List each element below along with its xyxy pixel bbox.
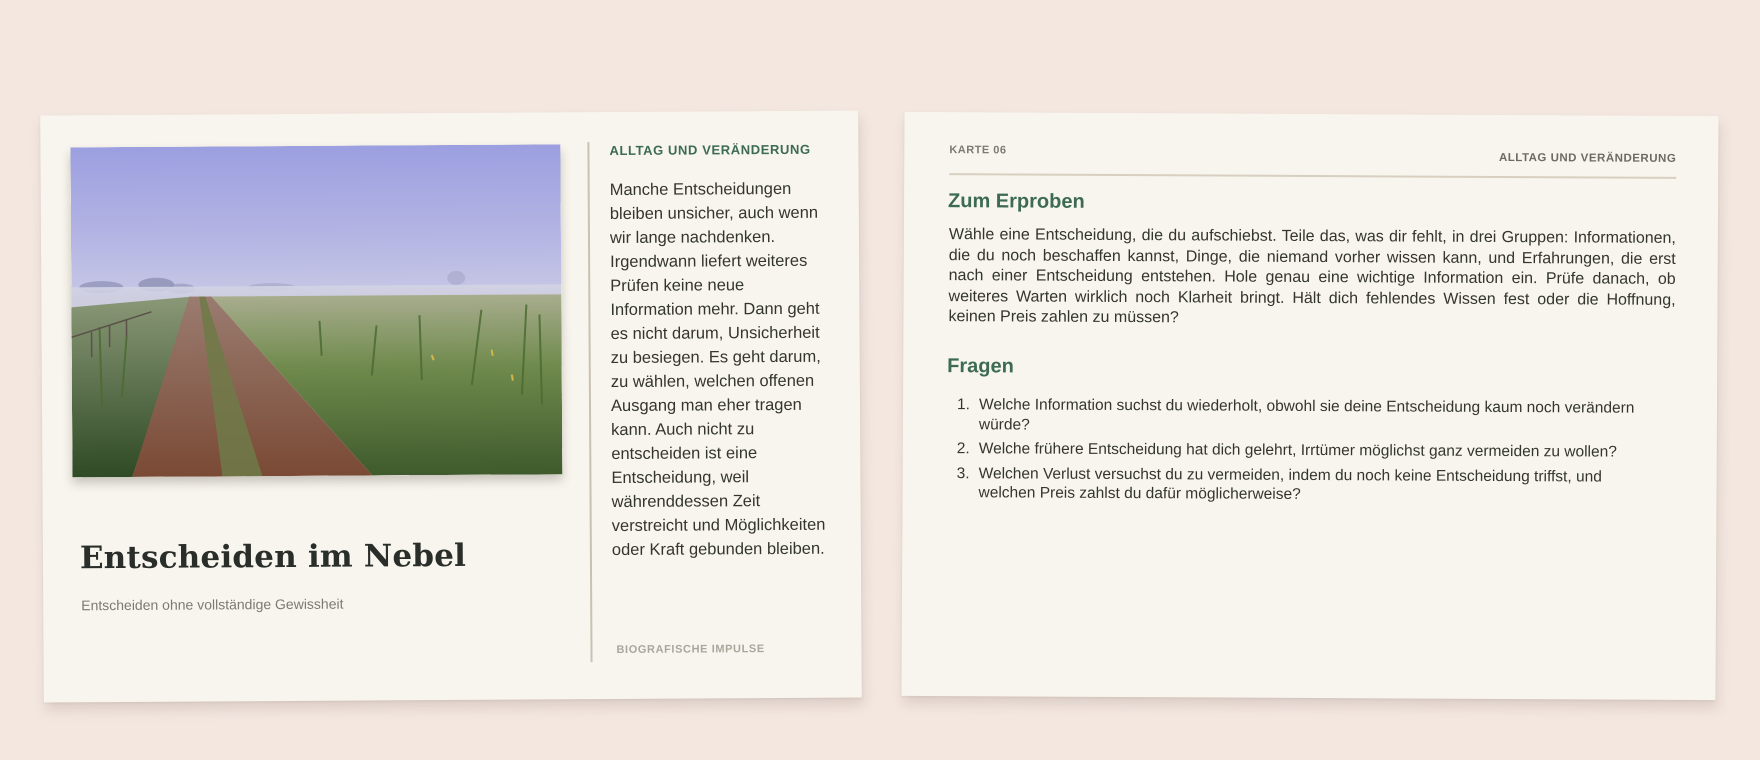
question-text: Welche frühere Entscheidung hat dich gelehrt, Irrtümer möglichst ganz vermeiden zu wollen?: [978, 440, 1617, 461]
category-label: ALLTAG UND VERÄNDERUNG: [609, 141, 811, 159]
list-item: [948, 395, 1663, 438]
list-item: [947, 464, 1662, 507]
back-card: [901, 112, 1718, 700]
series-footer: BIOGRAFISCHE IMPULSE: [616, 643, 765, 656]
card-body-text: Manche Entscheidungen bleiben unsicher, auch wenn wir lange nachdenken. Irgendwann liefert weiteres Prüfen keine neue Information mehr. Dann geht es nicht darum, Unsicherheit zu besiegen. Es geht darum, zu wählen, welchen offenen Ausgang man eher tragen kann. Auch nicht zu entscheiden ist eine Entscheidung, weil währenddessen Zeit verstreicht und Möglichkeiten oder Kraft gebunden bleiben.: [609, 179, 826, 560]
front-card: [40, 111, 862, 703]
try-text: Wähle eine Entscheidung, die du aufschiebst. Teile das, was dir fehlt, in drei Gruppen: Informationen, die du noch beschaffen kannst, Dinge, die niemand vorher wissen kann, und Erfahrungen, die erst nach einer Entscheidung entstehen. Hole genau eine wichtige Information ein. Prüfe danach, ob weiteres Warten wirklich noch Klarheit bringt. Hält dich fehlendes Wissen fest oder die Hoffnung, keinen Preis zahlen zu müssen?: [948, 226, 1676, 327]
question-text: Welchen Verlust versuchst du zu vermeiden, indem du noch keine Entscheidung triffst, und welchen Preis zahlst du dafür möglicherweise?: [978, 464, 1602, 503]
header-divider: [949, 173, 1676, 179]
questions-heading: Fragen: [947, 355, 1014, 378]
misty-field-photo: [70, 144, 562, 477]
list-number: 1.: [956, 396, 970, 414]
card-subtitle: Entscheiden ohne vollständige Gewissheit: [81, 595, 344, 614]
list-number: 2.: [956, 440, 970, 458]
misty-field-image: [70, 144, 562, 477]
list-number: 3.: [956, 464, 970, 482]
card-title: Entscheiden im Nebel: [79, 537, 467, 577]
question-text: Welche Information suchst du wiederholt, obwohl sie deine Entscheidung kaum noch verändern würde?: [978, 396, 1635, 434]
card-number: KARTE 06: [949, 144, 1007, 157]
try-heading: Zum Erproben: [948, 190, 1085, 213]
category-label: ALLTAG UND VERÄNDERUNG: [1498, 151, 1677, 165]
list-item: [948, 439, 1663, 462]
vertical-divider: [587, 142, 592, 662]
questions-list: [947, 395, 1663, 511]
